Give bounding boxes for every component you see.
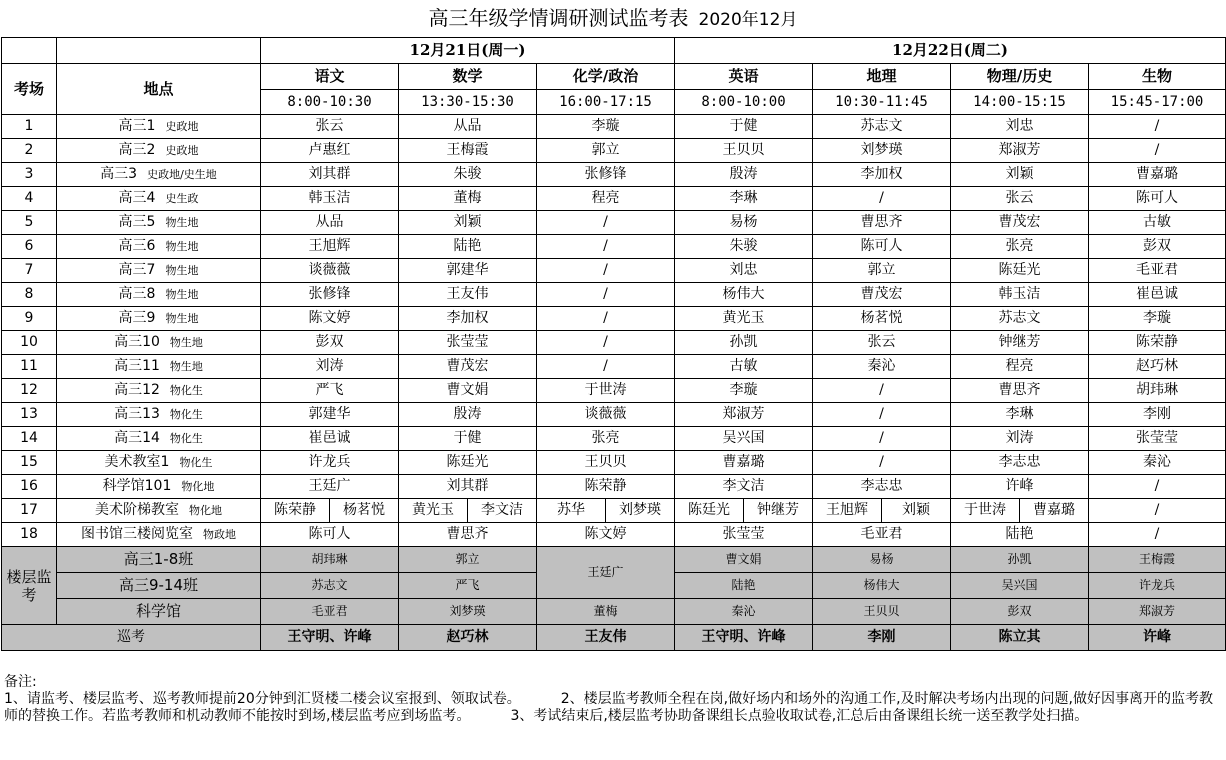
day1-header: 12月21日(周一) <box>261 38 675 64</box>
proctor-pair-cell <box>261 499 399 523</box>
proctor-cell: 陈可人 <box>261 523 399 547</box>
room-number: 4 <box>2 187 57 211</box>
location-cell <box>57 115 261 139</box>
location-tag: 物化生 <box>179 456 213 469</box>
patrol-label: 巡考 <box>2 625 261 651</box>
floor-proctor: 曹文娟 <box>675 547 813 573</box>
patrol-proctor: 王守明、许峰 <box>675 625 813 651</box>
floor-label: 楼层监考 <box>2 547 57 625</box>
table-row <box>2 427 1226 451</box>
location-cell <box>57 235 261 259</box>
proctor-cell: 孙凯 <box>675 331 813 355</box>
location-name: 高三13 <box>114 406 160 422</box>
proctor-pair <box>261 499 398 522</box>
title-date: 2020年12月 <box>698 10 798 30</box>
location-cell <box>57 379 261 403</box>
location-cell <box>57 355 261 379</box>
room-number: 18 <box>2 523 57 547</box>
table-row <box>2 499 1226 523</box>
proctor-cell: 张云 <box>951 187 1089 211</box>
location-name: 科学馆101 <box>102 478 172 494</box>
room-number: 15 <box>2 451 57 475</box>
note-3: 3、考试结束后,楼层监考协助备课组长点验收取试卷,汇总后由备课组长统一送至教学处扫描。 <box>510 708 1089 724</box>
proctor-cell: 郭建华 <box>399 259 537 283</box>
location-name: 高三10 <box>114 334 160 350</box>
location-cell <box>57 475 261 499</box>
proctor-cell: 郭立 <box>813 259 951 283</box>
location-name: 高三7 <box>118 262 156 278</box>
location-name: 图书馆三楼阅览室 <box>81 526 193 542</box>
corner-cell <box>2 38 57 64</box>
table-row <box>2 115 1226 139</box>
location-tag: 物化地 <box>189 504 222 517</box>
floor-row <box>2 599 1226 625</box>
location-tag: 物化生 <box>169 408 203 421</box>
proctor-name: 李文洁 <box>481 502 523 518</box>
proctor-cell: 张修锋 <box>537 163 675 187</box>
floor-proctor: 郑淑芳 <box>1089 599 1226 625</box>
location-cell <box>57 331 261 355</box>
proctor-name: 陈廷光 <box>675 499 744 522</box>
floor-proctor: 彭双 <box>951 599 1089 625</box>
proctor-name: 王旭辉 <box>813 499 882 522</box>
proctor-name: 刘颖 <box>902 502 930 518</box>
subject-header: 化学/政治 <box>537 64 675 90</box>
proctor-cell: 崔邑诚 <box>1089 283 1226 307</box>
floor-proctor: 苏志文 <box>261 573 399 599</box>
proctor-cell: 朱骏 <box>675 235 813 259</box>
proctor-cell: 郑淑芳 <box>675 403 813 427</box>
patrol-proctor: 赵巧林 <box>399 625 537 651</box>
location-tag: 史政地 <box>165 120 199 133</box>
proctor-cell: 钟继芳 <box>951 331 1089 355</box>
proctor-pair <box>813 499 950 522</box>
location-tag: 史政地 <box>165 144 199 157</box>
floor-proctor: 秦沁 <box>675 599 813 625</box>
proctor-cell: 张云 <box>261 115 399 139</box>
patrol-row <box>2 625 1226 651</box>
proctor-cell: 谈薇薇 <box>261 259 399 283</box>
floor-proctor: 郭立 <box>399 547 537 573</box>
proctor-cell: / <box>1089 499 1226 523</box>
floor-proctor: 王贝贝 <box>813 599 951 625</box>
proctor-cell: 李璇 <box>537 115 675 139</box>
proctor-cell: 刘涛 <box>261 355 399 379</box>
location-name: 美术阶梯教室 <box>95 502 179 518</box>
patrol-proctor: 陈立其 <box>951 625 1089 651</box>
location-header: 地点 <box>57 64 261 115</box>
proctor-cell: 曹嘉璐 <box>1089 163 1226 187</box>
floor-location: 高三9-14班 <box>57 573 261 599</box>
subject-header: 英语 <box>675 64 813 90</box>
proctor-cell: 毛亚君 <box>1089 259 1226 283</box>
proctor-cell: 韩玉洁 <box>261 187 399 211</box>
proctor-cell: 易杨 <box>675 211 813 235</box>
floor-proctor: 毛亚君 <box>261 599 399 625</box>
location-cell <box>57 451 261 475</box>
note-1: 1、请监考、楼层监考、巡考教师提前20分钟到汇贤楼二楼会议室报到、领取试卷。 <box>4 691 521 707</box>
time-header: 10:30-11:45 <box>813 90 951 115</box>
proctor-cell: 李志忠 <box>813 475 951 499</box>
location-tag: 物化地 <box>181 480 215 493</box>
proctor-cell: 李加权 <box>399 307 537 331</box>
location-name: 高三4 <box>118 190 156 206</box>
location-tag: 物生地 <box>165 264 199 277</box>
time-header: 15:45-17:00 <box>1089 90 1226 115</box>
table-row <box>2 379 1226 403</box>
proctor-cell: / <box>537 211 675 235</box>
proctor-cell: 于世涛 <box>537 379 675 403</box>
floor-proctor: 严飞 <box>399 573 537 599</box>
table-row <box>2 211 1226 235</box>
proctor-cell: 刘忠 <box>951 115 1089 139</box>
location-tag: 物生地 <box>165 288 199 301</box>
proctor-cell: 李文洁 <box>675 475 813 499</box>
room-number: 12 <box>2 379 57 403</box>
proctor-cell: 曹思齐 <box>813 211 951 235</box>
time-header: 8:00-10:00 <box>675 90 813 115</box>
location-cell <box>57 523 261 547</box>
proctor-cell: 陈可人 <box>813 235 951 259</box>
proctor-cell: 殷涛 <box>399 403 537 427</box>
proctor-cell: 张莹莹 <box>399 331 537 355</box>
proctor-cell: 王贝贝 <box>675 139 813 163</box>
proctor-cell: / <box>1089 523 1226 547</box>
location-tag: 史政地/史生地 <box>147 168 217 181</box>
proctor-cell: 李加权 <box>813 163 951 187</box>
proctor-cell: 谈薇薇 <box>537 403 675 427</box>
proctor-cell: 王廷广 <box>261 475 399 499</box>
proctor-cell: 王旭辉 <box>261 235 399 259</box>
proctor-cell: / <box>813 379 951 403</box>
room-number: 9 <box>2 307 57 331</box>
title-text: 高三年级学情调研测试监考表 <box>428 6 689 30</box>
location-cell <box>57 211 261 235</box>
proctor-pair-cell <box>813 499 951 523</box>
floor-merged-cell: 王廷广 <box>537 547 675 599</box>
proctor-cell: 陈廷光 <box>399 451 537 475</box>
proctor-cell: 曹茂宏 <box>399 355 537 379</box>
proctor-name: 陈荣静 <box>261 499 330 522</box>
patrol-proctor: 许峰 <box>1089 625 1226 651</box>
proctor-cell: 朱骏 <box>399 163 537 187</box>
proctor-cell: 刘忠 <box>675 259 813 283</box>
location-name: 美术教室1 <box>104 454 170 470</box>
proctor-cell: 王友伟 <box>399 283 537 307</box>
proctor-cell: 刘涛 <box>951 427 1089 451</box>
proctor-cell: 李琳 <box>951 403 1089 427</box>
room-header: 考场 <box>2 64 57 115</box>
patrol-proctor: 王友伟 <box>537 625 675 651</box>
proctor-cell: 秦沁 <box>1089 451 1226 475</box>
proctor-cell: 杨伟大 <box>675 283 813 307</box>
proctor-cell: / <box>1089 475 1226 499</box>
room-number: 1 <box>2 115 57 139</box>
proctor-cell: 王贝贝 <box>537 451 675 475</box>
proctor-cell: 许龙兵 <box>261 451 399 475</box>
time-header: 16:00-17:15 <box>537 90 675 115</box>
proctor-cell: 董梅 <box>399 187 537 211</box>
proctor-cell: 从品 <box>261 211 399 235</box>
proctor-cell: 张莹莹 <box>675 523 813 547</box>
table-row <box>2 523 1226 547</box>
proctor-cell: 崔邑诚 <box>261 427 399 451</box>
proctor-cell: 卢惠红 <box>261 139 399 163</box>
room-number: 16 <box>2 475 57 499</box>
proctor-cell: 郑淑芳 <box>951 139 1089 163</box>
proctor-cell: 郭立 <box>537 139 675 163</box>
proctor-cell: 古敏 <box>1089 211 1226 235</box>
location-cell <box>57 187 261 211</box>
floor-proctor: 杨伟大 <box>813 573 951 599</box>
subject-header: 语文 <box>261 64 399 90</box>
location-name: 高三6 <box>118 238 156 254</box>
proctor-cell: / <box>813 451 951 475</box>
floor-proctor: 孙凯 <box>951 547 1089 573</box>
table-row <box>2 283 1226 307</box>
location-cell <box>57 499 261 523</box>
table-row <box>2 235 1226 259</box>
proctor-cell: 于健 <box>675 115 813 139</box>
proctor-cell: 陈荣静 <box>1089 331 1226 355</box>
table-row <box>2 331 1226 355</box>
proctor-cell: 郭建华 <box>261 403 399 427</box>
proctor-table <box>1 37 1226 651</box>
location-tag: 物生地 <box>165 312 199 325</box>
proctor-cell: 秦沁 <box>813 355 951 379</box>
proctor-cell: 许峰 <box>951 475 1089 499</box>
location-name: 高三9 <box>118 310 156 326</box>
location-name: 高三14 <box>114 430 160 446</box>
proctor-cell: 李志忠 <box>951 451 1089 475</box>
location-cell <box>57 259 261 283</box>
room-number: 3 <box>2 163 57 187</box>
proctor-cell: 从品 <box>399 115 537 139</box>
proctor-name: 钟继芳 <box>757 502 799 518</box>
room-number: 13 <box>2 403 57 427</box>
room-number: 14 <box>2 427 57 451</box>
sheet-title <box>0 0 1226 37</box>
floor-proctor: 易杨 <box>813 547 951 573</box>
proctor-cell: 李刚 <box>1089 403 1226 427</box>
proctor-cell: 陈荣静 <box>537 475 675 499</box>
table-row <box>2 139 1226 163</box>
proctor-cell: / <box>537 235 675 259</box>
proctor-pair <box>399 499 536 522</box>
proctor-cell: 张修锋 <box>261 283 399 307</box>
proctor-cell: 刘颖 <box>399 211 537 235</box>
proctor-pair-cell <box>537 499 675 523</box>
table-row <box>2 355 1226 379</box>
subject-header: 物理/历史 <box>951 64 1089 90</box>
location-cell <box>57 139 261 163</box>
proctor-cell: / <box>813 427 951 451</box>
table-row <box>2 187 1226 211</box>
proctor-pair <box>537 499 674 522</box>
location-name: 高三2 <box>118 142 156 158</box>
floor-location: 科学馆 <box>57 599 261 625</box>
proctor-cell: 严飞 <box>261 379 399 403</box>
proctor-pair-cell <box>951 499 1089 523</box>
proctor-cell: 曹茂宏 <box>951 211 1089 235</box>
proctor-cell: 韩玉洁 <box>951 283 1089 307</box>
location-name: 高三8 <box>118 286 156 302</box>
patrol-proctor: 李刚 <box>813 625 951 651</box>
proctor-cell: / <box>537 307 675 331</box>
proctor-cell: 李琳 <box>675 187 813 211</box>
subject-header: 数学 <box>399 64 537 90</box>
proctor-cell: 陈文婷 <box>261 307 399 331</box>
proctor-cell: 殷涛 <box>675 163 813 187</box>
location-cell <box>57 307 261 331</box>
proctor-cell: / <box>813 403 951 427</box>
table-row <box>2 475 1226 499</box>
location-tag: 物化生 <box>169 432 203 445</box>
proctor-cell: 陈文婷 <box>537 523 675 547</box>
location-tag: 物政地 <box>203 528 236 541</box>
table-row <box>2 163 1226 187</box>
proctor-cell: 曹文娟 <box>399 379 537 403</box>
location-name: 高三11 <box>114 358 160 374</box>
floor-proctor: 吴兴国 <box>951 573 1089 599</box>
proctor-cell: 彭双 <box>261 331 399 355</box>
location-cell <box>57 283 261 307</box>
floor-proctor: 胡玮琳 <box>261 547 399 573</box>
proctor-cell: 李璇 <box>675 379 813 403</box>
room-number: 5 <box>2 211 57 235</box>
proctor-name: 刘梦瑛 <box>619 502 661 518</box>
proctor-cell: / <box>813 187 951 211</box>
patrol-proctor: 王守明、许峰 <box>261 625 399 651</box>
proctor-cell: 刘其群 <box>399 475 537 499</box>
proctor-cell: 程亮 <box>951 355 1089 379</box>
table-row <box>2 307 1226 331</box>
location-cell <box>57 163 261 187</box>
proctor-cell: 黄光玉 <box>675 307 813 331</box>
location-tag: 物生地 <box>165 216 199 229</box>
proctor-cell: / <box>537 283 675 307</box>
floor-proctor: 董梅 <box>537 599 675 625</box>
proctor-cell: 毛亚君 <box>813 523 951 547</box>
proctor-cell: 张莹莹 <box>1089 427 1226 451</box>
location-tag: 物化生 <box>169 384 203 397</box>
location-tag: 物生地 <box>169 360 203 373</box>
corner-cell-2 <box>57 38 261 64</box>
proctor-cell: / <box>537 355 675 379</box>
proctor-cell: 陈可人 <box>1089 187 1226 211</box>
proctor-cell: 李璇 <box>1089 307 1226 331</box>
proctor-cell: 刘梦瑛 <box>813 139 951 163</box>
floor-location: 高三1-8班 <box>57 547 261 573</box>
proctor-pair <box>951 499 1088 522</box>
proctor-cell: 张亮 <box>537 427 675 451</box>
proctor-cell: 吴兴国 <box>675 427 813 451</box>
time-header: 14:00-15:15 <box>951 90 1089 115</box>
proctor-cell: 陈廷光 <box>951 259 1089 283</box>
note-2: 2、楼层监考教师全程在岗,做好场内和场外的沟通工作,及时解决考场内出现的问题,做好因事离开的监考教师的替换工作。若监考教师和机动教师不能按时到场,楼层监考应到场监考。 <box>4 691 1213 724</box>
proctor-cell: / <box>537 331 675 355</box>
proctor-cell: 刘颖 <box>951 163 1089 187</box>
proctor-cell: 彭双 <box>1089 235 1226 259</box>
floor-proctor: 陆艳 <box>675 573 813 599</box>
proctor-name: 黄光玉 <box>399 499 468 522</box>
proctor-cell: / <box>1089 139 1226 163</box>
room-number: 17 <box>2 499 57 523</box>
location-tag: 物生地 <box>165 240 199 253</box>
location-tag: 史生政 <box>165 192 199 205</box>
subject-header: 地理 <box>813 64 951 90</box>
proctor-cell: 曹嘉璐 <box>675 451 813 475</box>
notes-head: 备注: <box>4 674 37 690</box>
floor-proctor: 许龙兵 <box>1089 573 1226 599</box>
proctor-cell: / <box>537 259 675 283</box>
table-row <box>2 259 1226 283</box>
location-name: 高三1 <box>118 118 156 134</box>
proctor-cell: 陆艳 <box>399 235 537 259</box>
day2-header: 12月22日(周二) <box>675 38 1226 64</box>
proctor-name: 苏华 <box>537 499 606 522</box>
table-row <box>2 403 1226 427</box>
room-number: 8 <box>2 283 57 307</box>
proctor-cell: 胡玮琳 <box>1089 379 1226 403</box>
proctor-cell: 陆艳 <box>951 523 1089 547</box>
table-row <box>2 451 1226 475</box>
proctor-cell: / <box>1089 115 1226 139</box>
proctor-cell: 苏志文 <box>813 115 951 139</box>
location-name: 高三12 <box>114 382 160 398</box>
room-number: 10 <box>2 331 57 355</box>
proctor-cell: 杨茗悦 <box>813 307 951 331</box>
room-number: 6 <box>2 235 57 259</box>
room-number: 2 <box>2 139 57 163</box>
proctor-name: 曹嘉璐 <box>1033 502 1075 518</box>
proctor-name: 于世涛 <box>951 499 1020 522</box>
proctor-cell: 张云 <box>813 331 951 355</box>
room-number: 7 <box>2 259 57 283</box>
floor-proctor: 刘梦瑛 <box>399 599 537 625</box>
proctor-name: 杨茗悦 <box>343 502 385 518</box>
proctor-cell: 曹思齐 <box>951 379 1089 403</box>
proctor-pair <box>675 499 812 522</box>
location-name: 高三3 <box>100 166 138 182</box>
time-header: 13:30-15:30 <box>399 90 537 115</box>
proctor-pair-cell <box>399 499 537 523</box>
proctor-cell: 王梅霞 <box>399 139 537 163</box>
proctor-pair-cell <box>675 499 813 523</box>
proctor-cell: 曹茂宏 <box>813 283 951 307</box>
proctor-cell: 曹思齐 <box>399 523 537 547</box>
proctor-cell: 苏志文 <box>951 307 1089 331</box>
notes <box>4 674 1218 725</box>
location-cell <box>57 427 261 451</box>
room-number: 11 <box>2 355 57 379</box>
floor-proctor: 王梅霞 <box>1089 547 1226 573</box>
proctor-cell: 程亮 <box>537 187 675 211</box>
location-cell <box>57 403 261 427</box>
proctor-cell: 古敏 <box>675 355 813 379</box>
location-tag: 物生地 <box>169 336 203 349</box>
floor-row <box>2 547 1226 573</box>
proctor-cell: 赵巧林 <box>1089 355 1226 379</box>
subject-header: 生物 <box>1089 64 1226 90</box>
time-header: 8:00-10:30 <box>261 90 399 115</box>
proctor-cell: 张亮 <box>951 235 1089 259</box>
proctor-cell: 刘其群 <box>261 163 399 187</box>
proctor-cell: 于健 <box>399 427 537 451</box>
location-name: 高三5 <box>118 214 156 230</box>
